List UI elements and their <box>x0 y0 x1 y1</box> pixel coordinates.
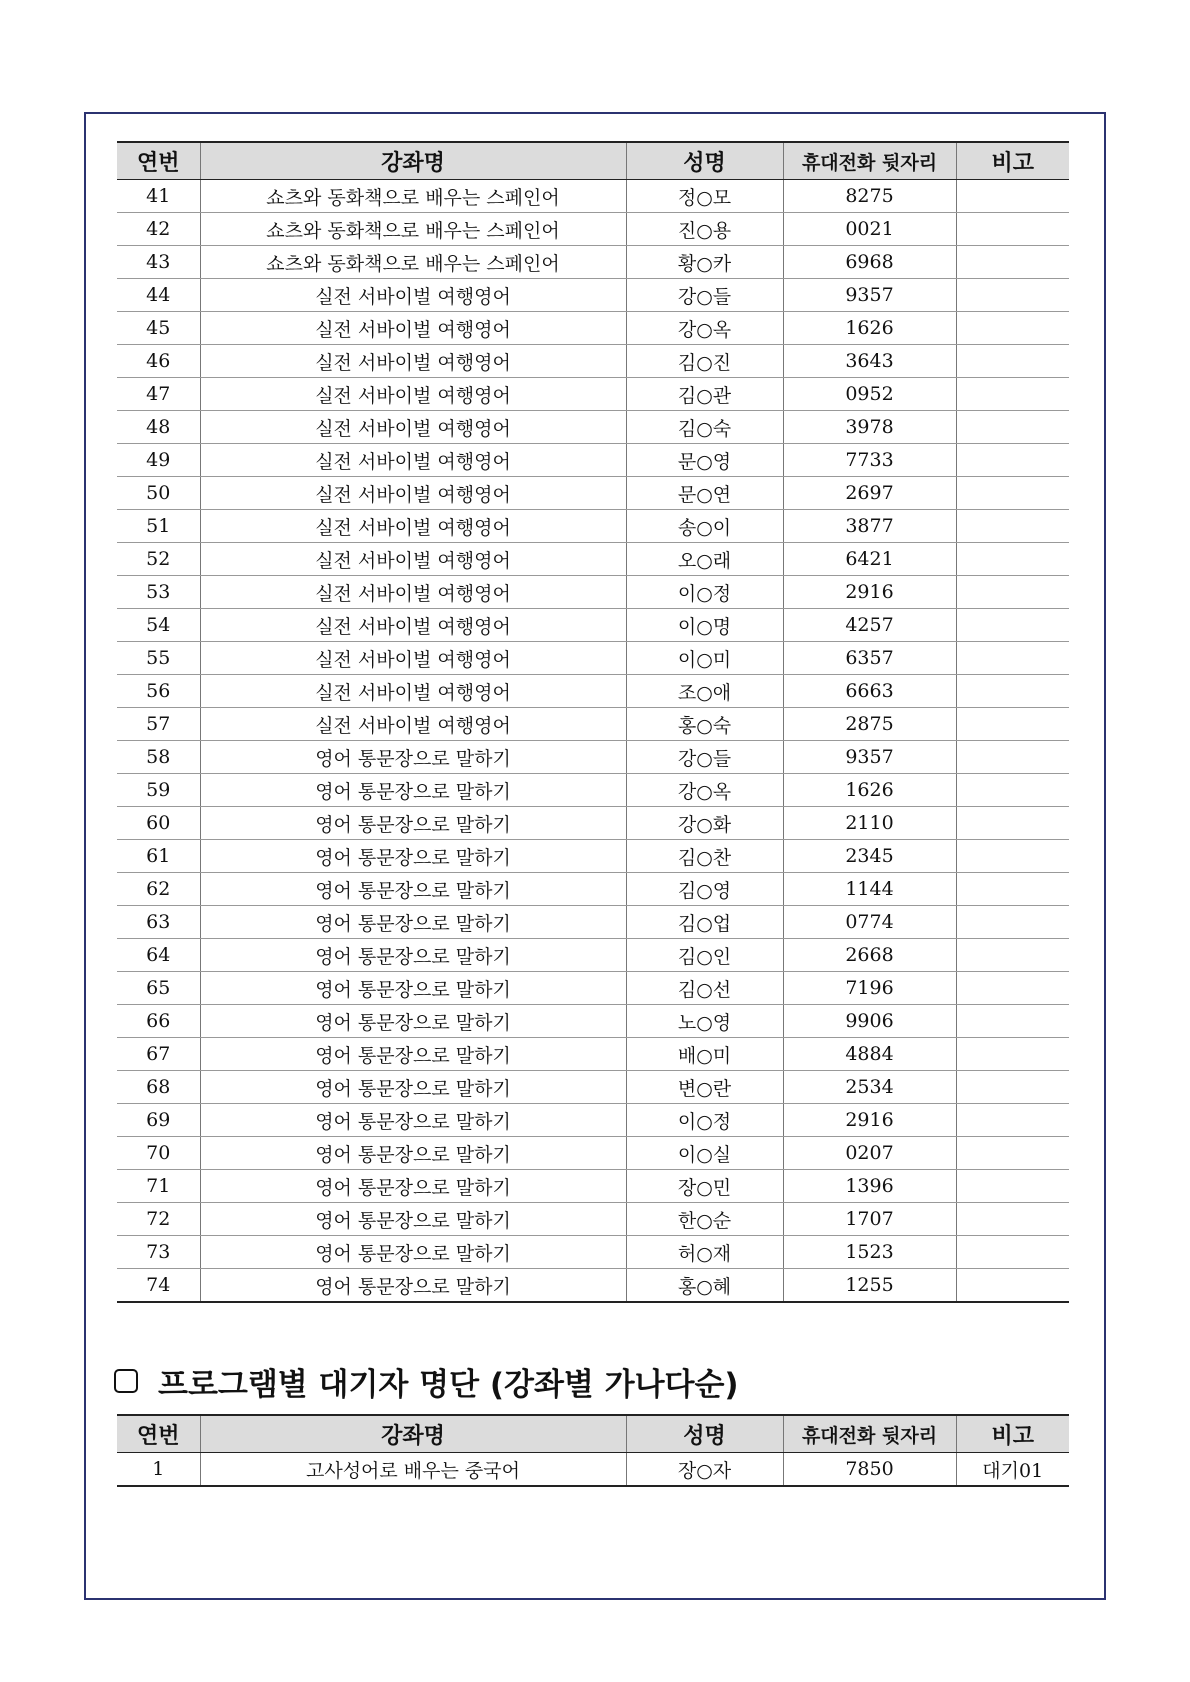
cell-no: 73 <box>117 1236 200 1269</box>
header-no: 연번 <box>117 142 200 180</box>
cell-no: 58 <box>117 741 200 774</box>
cell-course: 쇼츠와 동화책으로 배우는 스페인어 <box>200 246 626 279</box>
cell-no: 69 <box>117 1104 200 1137</box>
cell-note <box>956 312 1069 345</box>
cell-no: 56 <box>117 675 200 708</box>
cell-note <box>956 411 1069 444</box>
cell-no: 42 <box>117 213 200 246</box>
cell-course: 영어 통문장으로 말하기 <box>200 774 626 807</box>
cell-no: 48 <box>117 411 200 444</box>
cell-name: 문○연 <box>626 477 783 510</box>
cell-name: 강○화 <box>626 807 783 840</box>
cell-phone: 3643 <box>783 345 956 378</box>
cell-course: 실전 서바이벌 여행영어 <box>200 576 626 609</box>
table-row <box>117 378 1069 411</box>
cell-name: 노○영 <box>626 1005 783 1038</box>
cell-phone: 2534 <box>783 1071 956 1104</box>
cell-no: 55 <box>117 642 200 675</box>
cell-course: 실전 서바이벌 여행영어 <box>200 609 626 642</box>
cell-course: 영어 통문장으로 말하기 <box>200 873 626 906</box>
cell-course: 영어 통문장으로 말하기 <box>200 1269 626 1303</box>
cell-note <box>956 1203 1069 1236</box>
cell-course: 쇼츠와 동화책으로 배우는 스페인어 <box>200 213 626 246</box>
cell-note <box>956 576 1069 609</box>
cell-phone: 1626 <box>783 774 956 807</box>
cell-phone: 1396 <box>783 1170 956 1203</box>
header-note: 비고 <box>956 142 1069 180</box>
cell-no: 68 <box>117 1071 200 1104</box>
cell-phone: 7196 <box>783 972 956 1005</box>
cell-course: 영어 통문장으로 말하기 <box>200 1005 626 1038</box>
cell-no: 47 <box>117 378 200 411</box>
cell-no: 74 <box>117 1269 200 1303</box>
cell-phone: 6357 <box>783 642 956 675</box>
cell-phone: 8275 <box>783 180 956 213</box>
cell-phone: 2668 <box>783 939 956 972</box>
waitlist-title-text: 프로그램별 대기자 명단 (강좌별 가나다순) <box>158 1366 739 1403</box>
cell-no: 62 <box>117 873 200 906</box>
cell-phone: 6663 <box>783 675 956 708</box>
registrant-table <box>117 141 1069 1303</box>
cell-name: 배○미 <box>626 1038 783 1071</box>
cell-phone: 7733 <box>783 444 956 477</box>
cell-course: 실전 서바이벌 여행영어 <box>200 510 626 543</box>
cell-name: 이○정 <box>626 576 783 609</box>
cell-phone: 2345 <box>783 840 956 873</box>
table-row <box>117 312 1069 345</box>
table-row <box>117 1071 1069 1104</box>
cell-no: 52 <box>117 543 200 576</box>
cell-note <box>956 609 1069 642</box>
cell-course: 실전 서바이벌 여행영어 <box>200 675 626 708</box>
cell-course: 영어 통문장으로 말하기 <box>200 1137 626 1170</box>
cell-phone: 1144 <box>783 873 956 906</box>
cell-course: 고사성어로 배우는 중국어 <box>200 1453 626 1487</box>
cell-phone: 2875 <box>783 708 956 741</box>
cell-phone: 0021 <box>783 213 956 246</box>
cell-note <box>956 840 1069 873</box>
table-row <box>117 609 1069 642</box>
cell-note <box>956 345 1069 378</box>
table-row <box>117 906 1069 939</box>
cell-no: 57 <box>117 708 200 741</box>
table-row <box>117 675 1069 708</box>
cell-note <box>956 708 1069 741</box>
cell-name: 홍○숙 <box>626 708 783 741</box>
cell-name: 진○용 <box>626 213 783 246</box>
table-row <box>117 1137 1069 1170</box>
cell-note <box>956 510 1069 543</box>
cell-no: 46 <box>117 345 200 378</box>
cell-note <box>956 279 1069 312</box>
cell-note <box>956 1137 1069 1170</box>
table-header-row <box>117 1415 1069 1453</box>
table-row <box>117 1005 1069 1038</box>
cell-note <box>956 1104 1069 1137</box>
cell-note <box>956 1071 1069 1104</box>
cell-note <box>956 807 1069 840</box>
cell-course: 영어 통문장으로 말하기 <box>200 807 626 840</box>
table-row <box>117 477 1069 510</box>
table-row <box>117 1236 1069 1269</box>
cell-name: 강○들 <box>626 279 783 312</box>
cell-note <box>956 180 1069 213</box>
cell-name: 장○민 <box>626 1170 783 1203</box>
cell-name: 김○선 <box>626 972 783 1005</box>
cell-name: 김○관 <box>626 378 783 411</box>
cell-no: 67 <box>117 1038 200 1071</box>
cell-name: 이○실 <box>626 1137 783 1170</box>
cell-no: 63 <box>117 906 200 939</box>
cell-course: 영어 통문장으로 말하기 <box>200 906 626 939</box>
cell-course: 영어 통문장으로 말하기 <box>200 1104 626 1137</box>
table-row <box>117 807 1069 840</box>
table-row <box>117 576 1069 609</box>
cell-phone: 2916 <box>783 576 956 609</box>
cell-name: 오○래 <box>626 543 783 576</box>
cell-name: 강○옥 <box>626 774 783 807</box>
cell-course: 실전 서바이벌 여행영어 <box>200 279 626 312</box>
cell-note <box>956 741 1069 774</box>
table-row <box>117 444 1069 477</box>
cell-course: 영어 통문장으로 말하기 <box>200 1038 626 1071</box>
table-row <box>117 741 1069 774</box>
cell-phone: 1707 <box>783 1203 956 1236</box>
cell-phone: 6421 <box>783 543 956 576</box>
cell-phone: 3877 <box>783 510 956 543</box>
cell-course: 영어 통문장으로 말하기 <box>200 939 626 972</box>
cell-name: 이○정 <box>626 1104 783 1137</box>
cell-course: 실전 서바이벌 여행영어 <box>200 411 626 444</box>
cell-note <box>956 906 1069 939</box>
cell-phone: 0952 <box>783 378 956 411</box>
cell-course: 영어 통문장으로 말하기 <box>200 741 626 774</box>
cell-phone: 4884 <box>783 1038 956 1071</box>
table-row <box>117 345 1069 378</box>
cell-no: 70 <box>117 1137 200 1170</box>
cell-note <box>956 1038 1069 1071</box>
table-header-row <box>117 142 1069 180</box>
cell-course: 영어 통문장으로 말하기 <box>200 1071 626 1104</box>
header-name: 성명 <box>626 1415 783 1453</box>
table-row <box>117 1269 1069 1303</box>
cell-note <box>956 873 1069 906</box>
cell-no: 66 <box>117 1005 200 1038</box>
cell-note <box>956 378 1069 411</box>
cell-phone: 1523 <box>783 1236 956 1269</box>
table-row <box>117 774 1069 807</box>
cell-no: 51 <box>117 510 200 543</box>
table-row <box>117 1170 1069 1203</box>
cell-course: 영어 통문장으로 말하기 <box>200 1236 626 1269</box>
cell-note <box>956 939 1069 972</box>
header-name: 성명 <box>626 142 783 180</box>
cell-phone: 9357 <box>783 741 956 774</box>
cell-note <box>956 972 1069 1005</box>
cell-phone: 2916 <box>783 1104 956 1137</box>
waitlist-table <box>117 1414 1069 1487</box>
cell-phone: 1626 <box>783 312 956 345</box>
cell-no: 64 <box>117 939 200 972</box>
cell-name: 김○영 <box>626 873 783 906</box>
header-course: 강좌명 <box>200 142 626 180</box>
cell-no: 43 <box>117 246 200 279</box>
cell-name: 김○인 <box>626 939 783 972</box>
header-note: 비고 <box>956 1415 1069 1453</box>
cell-no: 71 <box>117 1170 200 1203</box>
waitlist-section-title <box>114 1359 739 1403</box>
cell-name: 김○업 <box>626 906 783 939</box>
header-course: 강좌명 <box>200 1415 626 1453</box>
cell-name: 김○진 <box>626 345 783 378</box>
table-row <box>117 1038 1069 1071</box>
cell-note <box>956 477 1069 510</box>
table-row <box>117 510 1069 543</box>
cell-no: 72 <box>117 1203 200 1236</box>
cell-name: 홍○혜 <box>626 1269 783 1303</box>
table-row <box>117 939 1069 972</box>
header-phone: 휴대전화 뒷자리 <box>783 142 956 180</box>
cell-no: 50 <box>117 477 200 510</box>
cell-name: 변○란 <box>626 1071 783 1104</box>
cell-course: 영어 통문장으로 말하기 <box>200 840 626 873</box>
table-row <box>117 708 1069 741</box>
cell-name: 황○카 <box>626 246 783 279</box>
header-no: 연번 <box>117 1415 200 1453</box>
cell-note <box>956 543 1069 576</box>
cell-course: 실전 서바이벌 여행영어 <box>200 642 626 675</box>
cell-phone: 3978 <box>783 411 956 444</box>
cell-course: 쇼츠와 동화책으로 배우는 스페인어 <box>200 180 626 213</box>
cell-name: 문○영 <box>626 444 783 477</box>
cell-name: 정○모 <box>626 180 783 213</box>
cell-name: 이○명 <box>626 609 783 642</box>
cell-phone: 7850 <box>783 1453 956 1487</box>
table-row <box>117 840 1069 873</box>
cell-no: 41 <box>117 180 200 213</box>
table-row <box>117 873 1069 906</box>
waitlist-table-body <box>117 1453 1069 1487</box>
cell-no: 53 <box>117 576 200 609</box>
cell-note <box>956 246 1069 279</box>
cell-note: 대기01 <box>956 1453 1069 1487</box>
cell-phone: 0774 <box>783 906 956 939</box>
cell-course: 실전 서바이벌 여행영어 <box>200 444 626 477</box>
cell-no: 59 <box>117 774 200 807</box>
table-row <box>117 1104 1069 1137</box>
cell-phone: 4257 <box>783 609 956 642</box>
cell-course: 실전 서바이벌 여행영어 <box>200 543 626 576</box>
cell-name: 장○자 <box>626 1453 783 1487</box>
cell-note <box>956 444 1069 477</box>
cell-phone: 9906 <box>783 1005 956 1038</box>
cell-no: 44 <box>117 279 200 312</box>
cell-note <box>956 1170 1069 1203</box>
cell-note <box>956 642 1069 675</box>
cell-name: 강○옥 <box>626 312 783 345</box>
cell-phone: 1255 <box>783 1269 956 1303</box>
cell-note <box>956 213 1069 246</box>
cell-phone: 6968 <box>783 246 956 279</box>
cell-note <box>956 1269 1069 1303</box>
cell-name: 김○숙 <box>626 411 783 444</box>
cell-name: 송○이 <box>626 510 783 543</box>
table-row <box>117 1453 1069 1487</box>
cell-no: 45 <box>117 312 200 345</box>
cell-note <box>956 1236 1069 1269</box>
header-phone: 휴대전화 뒷자리 <box>783 1415 956 1453</box>
cell-no: 54 <box>117 609 200 642</box>
cell-course: 실전 서바이벌 여행영어 <box>200 477 626 510</box>
cell-name: 허○재 <box>626 1236 783 1269</box>
cell-phone: 0207 <box>783 1137 956 1170</box>
cell-name: 김○찬 <box>626 840 783 873</box>
table-row <box>117 1203 1069 1236</box>
cell-note <box>956 1005 1069 1038</box>
cell-name: 한○순 <box>626 1203 783 1236</box>
checkbox-icon <box>114 1369 138 1393</box>
cell-no: 65 <box>117 972 200 1005</box>
table-row <box>117 279 1069 312</box>
cell-course: 영어 통문장으로 말하기 <box>200 1203 626 1236</box>
cell-no: 1 <box>117 1453 200 1487</box>
table-row <box>117 972 1069 1005</box>
cell-name: 이○미 <box>626 642 783 675</box>
cell-phone: 2110 <box>783 807 956 840</box>
cell-phone: 2697 <box>783 477 956 510</box>
cell-course: 실전 서바이벌 여행영어 <box>200 708 626 741</box>
cell-no: 61 <box>117 840 200 873</box>
cell-note <box>956 675 1069 708</box>
cell-no: 49 <box>117 444 200 477</box>
cell-course: 실전 서바이벌 여행영어 <box>200 345 626 378</box>
table-row <box>117 180 1069 213</box>
table-row <box>117 642 1069 675</box>
cell-name: 조○애 <box>626 675 783 708</box>
cell-note <box>956 774 1069 807</box>
cell-course: 영어 통문장으로 말하기 <box>200 1170 626 1203</box>
table-row <box>117 246 1069 279</box>
table-row <box>117 411 1069 444</box>
cell-phone: 9357 <box>783 279 956 312</box>
cell-name: 강○들 <box>626 741 783 774</box>
cell-course: 실전 서바이벌 여행영어 <box>200 378 626 411</box>
cell-no: 60 <box>117 807 200 840</box>
table-row <box>117 213 1069 246</box>
registrant-table-body <box>117 180 1069 1303</box>
cell-course: 실전 서바이벌 여행영어 <box>200 312 626 345</box>
cell-course: 영어 통문장으로 말하기 <box>200 972 626 1005</box>
table-row <box>117 543 1069 576</box>
